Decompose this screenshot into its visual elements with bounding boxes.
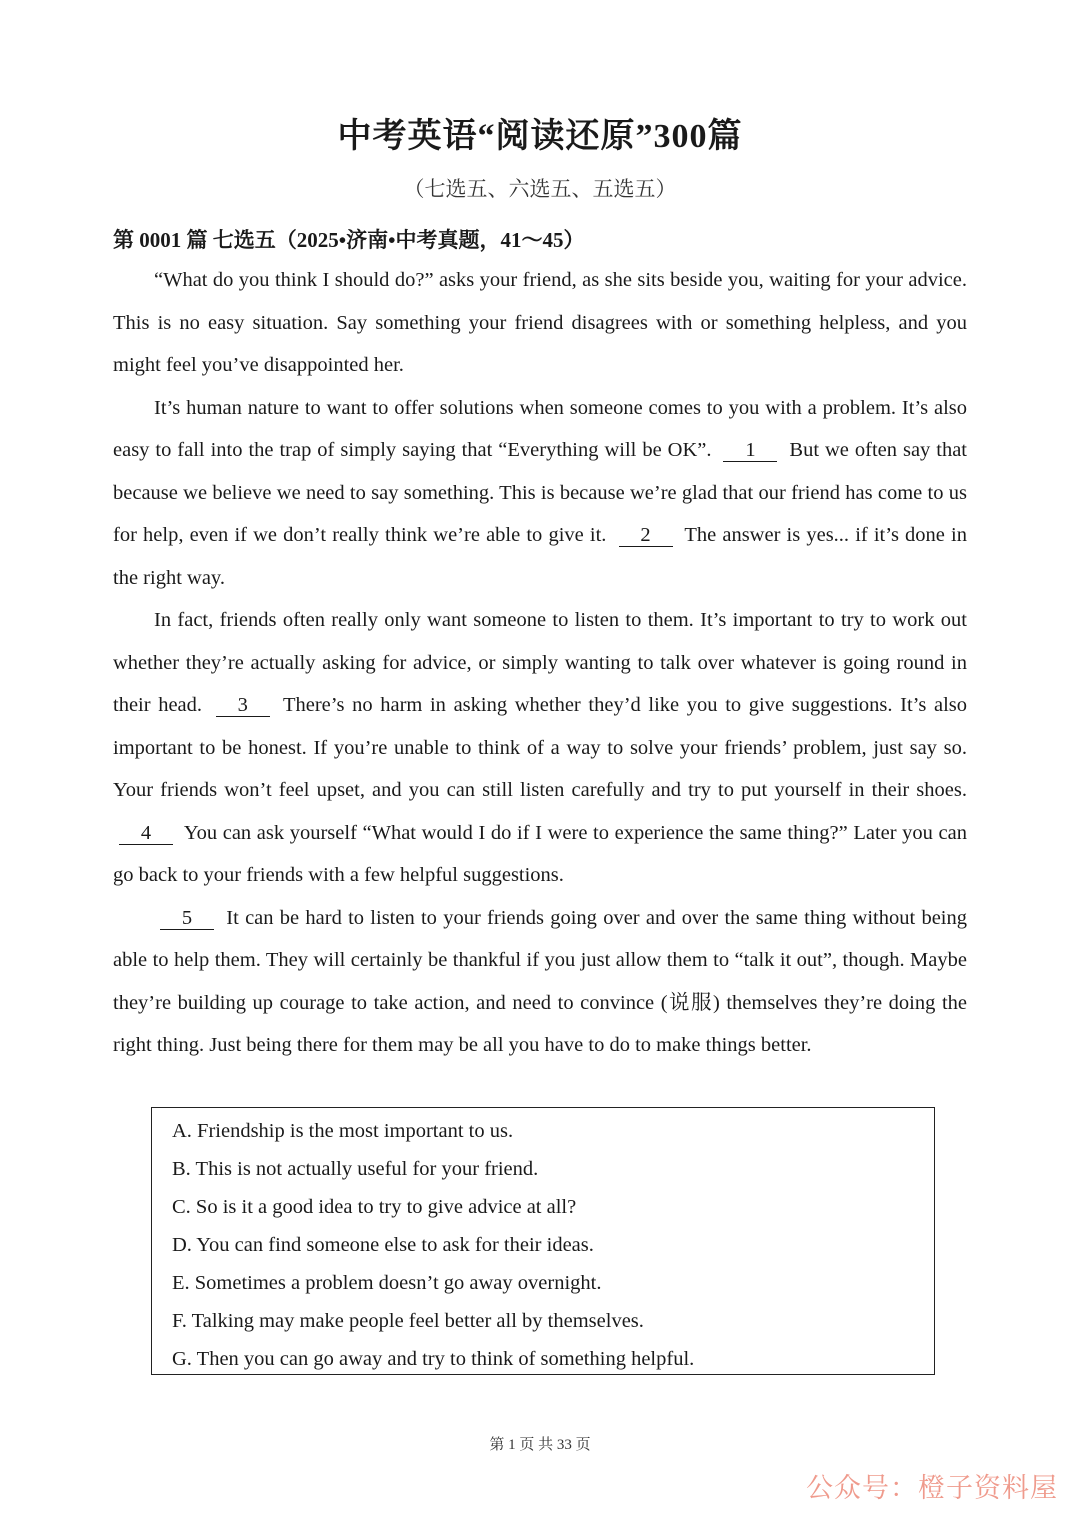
paragraph-text: It’s human nature to want to offer solutions when someone comes to you with a problem. It’s also easy to fall into the trap of simply saying that “Everything will be OK”. <box>113 396 967 461</box>
blank-1: 1 <box>723 439 777 462</box>
page-number: 第 1 页 共 33 页 <box>489 1437 591 1453</box>
passage-paragraph-1 <box>113 259 967 387</box>
option-b: B. This is not actually useful for your friend. <box>172 1158 539 1180</box>
reading-passage <box>113 259 967 1067</box>
answer-options-box <box>151 1107 935 1375</box>
blank-4: 4 <box>119 822 173 845</box>
paragraph-text: It can be hard to listen to your friends going over and over the same thing without being able to help them. They will certainly be thankful if you just allow them to “talk it out”, though. Maybe they’re building up courage to take action, and need to convince (说服) themselves they’re doing the right thing. Just being there for them may be all you have to do to make things better. <box>113 906 968 1056</box>
paragraph-text: But we often say that because we believe we need to say something. This is because we’re glad that our friend has come to us for help, even if we don’t really think we’re able to give it. <box>113 439 967 546</box>
option-f: F. Talking may make people feel better all by themselves. <box>172 1310 644 1332</box>
passage-paragraph-2 <box>113 387 967 600</box>
option-g: G. Then you can go away and try to think of something helpful. <box>172 1348 695 1370</box>
option-a: A. Friendship is the most important to us. <box>172 1120 514 1142</box>
paragraph-text: In fact, friends often really only want someone to listen to them. It’s important to try to work out whether they’re actually asking for advice, or simply wanting to talk over whatever is going round in their head. <box>113 609 967 716</box>
paragraph-text: The answer is yes... if it’s done in the right way. <box>113 524 967 589</box>
paragraph-text: “What do you think I should do?” asks your friend, as she sits beside you, waiting for your advice. This is no easy situation. Say something your friend disagrees with or something helpless, and you might feel you’ve disappointed her. <box>113 269 967 376</box>
option-e: E. Sometimes a problem doesn’t go away overnight. <box>172 1272 602 1294</box>
document-subtitle: （七选五、六选五、五选五） <box>403 177 677 201</box>
option-c: C. So is it a good idea to try to give advice at all? <box>172 1196 577 1218</box>
passage-paragraph-3 <box>113 599 967 897</box>
blank-2: 2 <box>619 524 673 547</box>
paragraph-text: There’s no harm in asking whether they’d like you to give suggestions. It’s also important to be honest. If you’re unable to think of a way to solve your friends’ problem, just say so. Your friends won’t feel upset, and you can still listen carefully and try to put yourself in their shoes. <box>113 694 968 801</box>
option-d: D. You can find someone else to ask for their ideas. <box>172 1234 594 1256</box>
passage-paragraph-4 <box>113 897 967 1067</box>
document-title: 中考英语“阅读还原”300篇 <box>337 118 743 155</box>
blank-5: 5 <box>160 907 214 930</box>
article-heading: 第 0001 篇 七选五（2025•济南•中考真题，41～45） <box>113 228 585 252</box>
watermark: 公众号：橙子资料屋 <box>806 1473 1058 1504</box>
blank-3: 3 <box>216 694 270 717</box>
paragraph-text: You can ask yourself “What would I do if I were to experience the same thing?” Later you can go back to your friends with a few helpful suggestions. <box>113 821 967 886</box>
